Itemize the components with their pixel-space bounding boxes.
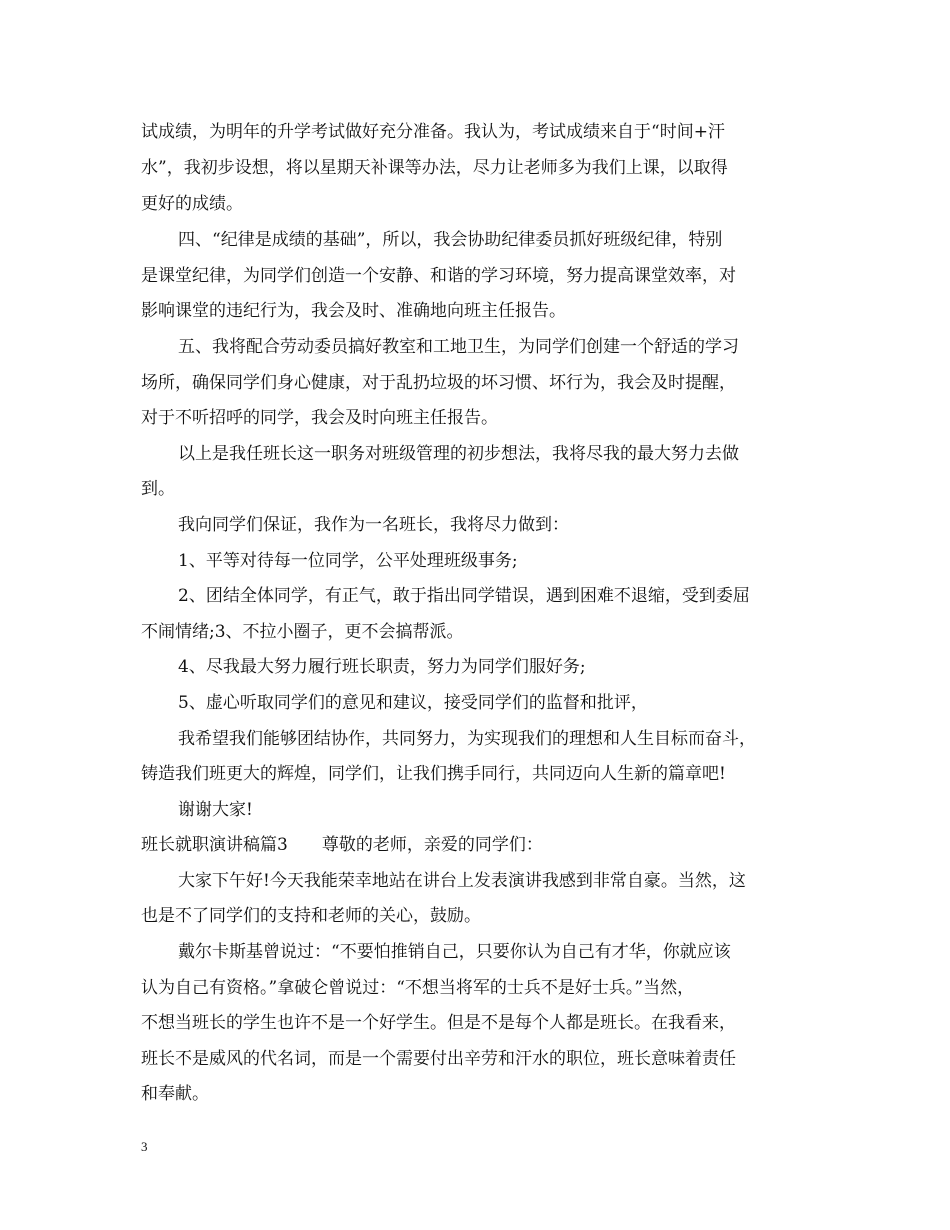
- text-line: 我向同学们保证，我作为一名班长，我将尽力做到：: [178, 515, 569, 535]
- text-line: 和奉献。: [141, 1084, 209, 1104]
- text-line: 不想当班长的学生也许不是一个好学生。但是不是每个人都是班长。在我看来，: [141, 1013, 736, 1033]
- text-line: 2、团结全体同学，有正气，敢于指出同学错误，遇到困难不退缩，受到委屈: [178, 586, 750, 606]
- text-line: 影响课堂的违纪行为，我会及时、准确地向班主任报告。: [141, 301, 566, 321]
- text-line: 对于不听招呼的同学，我会及时向班主任报告。: [141, 408, 498, 428]
- text-line: 以上是我任班长这一职务对班级管理的初步想法，我将尽我的最大努力去做: [178, 444, 739, 464]
- text-line: 班长不是威风的代名词，而是一个需要付出辛劳和汗水的职位，班长意味着责任: [141, 1049, 736, 1069]
- text-line: 试成绩，为明年的升学考试做好充分准备。我认为，考试成绩来自于“时间+汗: [141, 122, 725, 142]
- text-line: 五、我将配合劳动委员搞好教室和工地卫生，为同学们创建一个舒适的学习: [178, 337, 739, 357]
- text-line: 水”，我初步设想，将以星期天补课等办法，尽力让老师多为我们上课，以取得: [141, 158, 728, 178]
- text-line: 5、虚心听取同学们的意见和建议，接受同学们的监督和批评，: [178, 693, 648, 713]
- text-line: 四、“纪律是成绩的基础”，所以，我会协助纪律委员抓好班级纪律，特别: [178, 230, 723, 250]
- text-line: 场所，确保同学们身心健康，对于乱扔垃圾的坏习惯、坏行为，我会及时提醒，: [141, 373, 736, 393]
- text-line: 不闹情绪;3、不拉小圈子，更不会搞帮派。: [141, 622, 464, 642]
- text-line: 认为自己有资格。”拿破仑曾说过：“不想当将军的士兵不是好士兵。”当然，: [141, 978, 695, 998]
- text-line: 戴尔卡斯基曾说过：“不要怕推销自己，只要你认为自己有才华，你就应该: [178, 942, 731, 962]
- text-line: 大家下午好!今天我能荣幸地站在讲台上发表演讲我感到非常自豪。当然，这: [178, 871, 746, 891]
- text-line: 谢谢大家!: [178, 800, 253, 820]
- text-line: 我希望我们能够团结协作，共同努力，为实现我们的理想和人生目标而奋斗，: [178, 729, 756, 749]
- section-heading-line: 班长就职演讲稿篇3 尊敬的老师，亲爱的同学们：: [141, 835, 543, 855]
- text-line: 更好的成绩。: [141, 194, 243, 214]
- text-line: 1、平等对待每一位同学，公平处理班级事务;: [178, 551, 518, 571]
- text-line: 4、尽我最大努力履行班长职责，努力为同学们服好务;: [178, 657, 586, 677]
- text-line: 是课堂纪律，为同学们创造一个安静、和谐的学习环境，努力提高课堂效率，对: [141, 266, 736, 286]
- text-line: 到。: [141, 479, 175, 499]
- text-line: 也是不了同学们的支持和老师的关心，鼓励。: [141, 906, 481, 926]
- page-number: 3: [141, 1139, 148, 1154]
- text-line: 铸造我们班更大的辉煌，同学们，让我们携手同行，共同迈向人生新的篇章吧!: [141, 764, 726, 784]
